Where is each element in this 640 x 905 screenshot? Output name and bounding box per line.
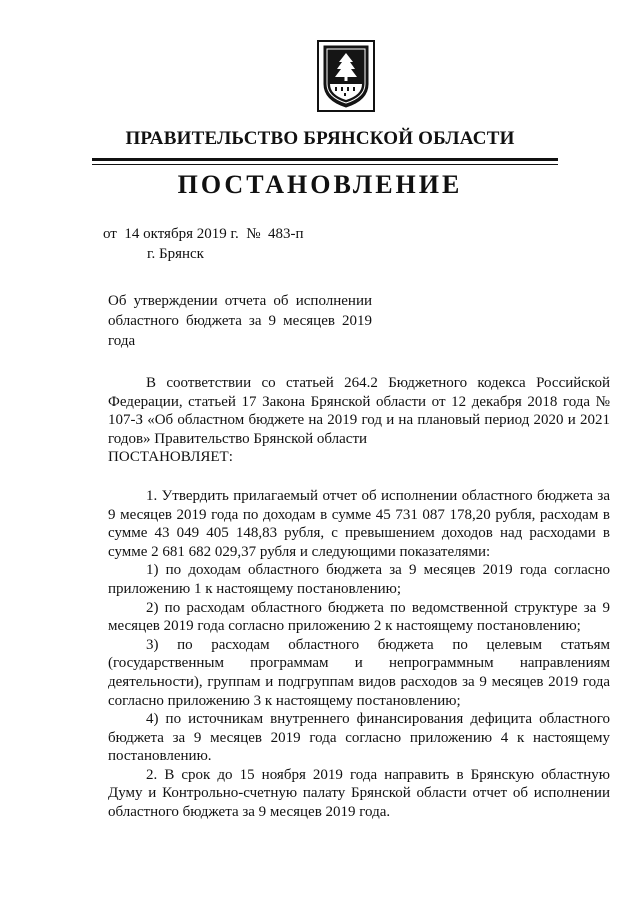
header-rule-thick [92, 158, 558, 161]
item-1-subitem-1: 1) по доходам областного бюджета за 9 месяцев 2019 года согласно приложению 1 к настоящему постановлению; [108, 562, 610, 597]
item-2: 2. В срок до 15 ноября 2019 года направить в Брянскую областную Думу и Контрольно-счетную палату Брянской области отчет об исполнении областного бюджета за 9 месяцев 2019 года. [108, 766, 610, 821]
document-meta [103, 224, 304, 264]
document-type-title: ПОСТАНОВЛЕНИЕ [177, 170, 463, 199]
resolves-line: ПОСТАНОВЛЯЕТ: [108, 449, 233, 466]
preamble-paragraph: В соответствии со статьей 264.2 Бюджетного кодекса Российской Федерации, статьей 17 Закона Брянской области от 12 декабря 2018 года № 107-З «Об областном бюджете на 2019 год и на плановый период 2020 и 2021 годов» Правительство Брянской области [108, 375, 610, 447]
item-1-subitem-2: 2) по расходам областного бюджета по ведомственной структуре за 9 месяцев 2019 года согласно приложению 2 к настоящему постановлению; [108, 599, 610, 635]
item-1: 1. Утвердить прилагаемый отчет об исполнении областного бюджета за 9 месяцев 2019 года по доходам в сумме 45 731 087 178,20 рубля, расходам в сумме 43 049 405 148,83 рубля, с превышением доходов над расходами в сумме 2 681 682 029,37 рубля и следующими показателями: [108, 487, 610, 560]
item-1-subitem-4: 4) по источникам внутреннего финансирования дефицита областного бюджета за 9 месяцев 2019 года согласно приложению 4 к настоящему постановлению. [108, 711, 610, 765]
document-body [108, 374, 610, 822]
paragraph-gap [108, 467, 610, 487]
government-title: ПРАВИТЕЛЬСТВО БРЯНСКОЙ ОБЛАСТИ [125, 128, 515, 149]
header-rule-thin [92, 164, 558, 165]
document-subject: Об утверждении отчета об исполнении областного бюджета за 9 месяцев 2019 года [108, 293, 372, 349]
city-line: г. Брянск [147, 246, 204, 262]
date-number-line: от 14 октября 2019 г. № 483-п [103, 226, 304, 242]
item-1-subitem-3: 3) по расходам областного бюджета по целевым статьям (государственным программам и непрограммным направлениям деятельности), группам и подгруппам видов расходов за 9 месяцев 2019 года согласно приложению 3 к настоящему постановлению; [108, 636, 610, 709]
bryansk-coat-of-arms-icon [317, 40, 375, 112]
